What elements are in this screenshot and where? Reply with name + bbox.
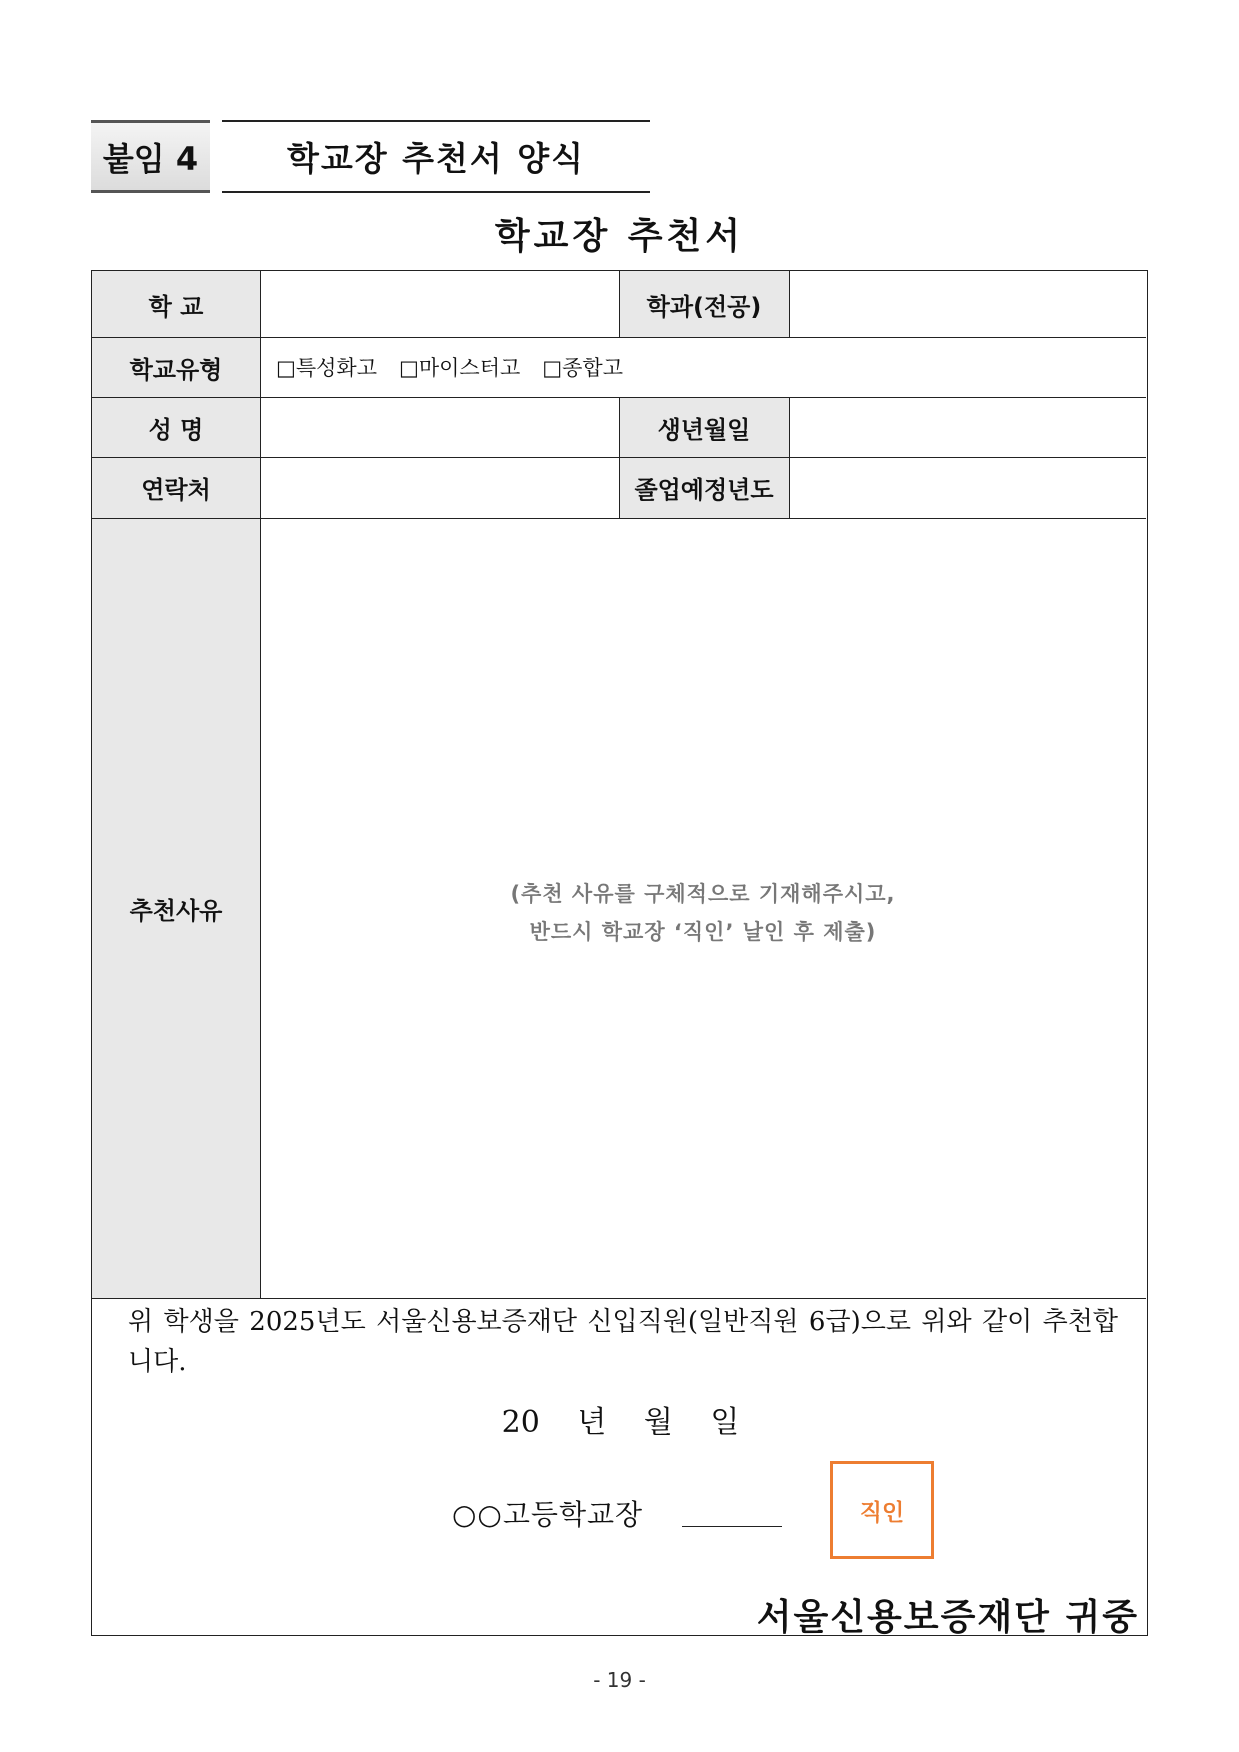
row-divider (92, 1298, 1146, 1299)
school-label: 학 교 (92, 271, 260, 337)
school-type-label: 학교유형 (92, 337, 260, 397)
reason-hint-line-2: 반드시 학교장 ‘직인’ 날인 후 제출) (529, 920, 877, 944)
column-divider (789, 271, 790, 337)
major-label: 학과(전공) (619, 271, 789, 337)
column-divider (619, 397, 620, 518)
checkbox-meister[interactable]: □마이스터고 (399, 356, 521, 380)
name-field[interactable] (260, 397, 619, 457)
column-divider (260, 271, 261, 1298)
seal-label: 직인 (859, 1499, 905, 1526)
date-line: 20 년 월 일 (501, 1405, 740, 1440)
school-field[interactable] (260, 271, 619, 337)
recipient: 서울신용보증재단 귀중 (756, 1597, 1139, 1638)
reason-label: 추천사유 (92, 518, 260, 1298)
document-title: 학교장 추천서 (494, 216, 745, 257)
checkbox-specialized[interactable]: □특성화고 (276, 356, 377, 380)
checkbox-comprehensive[interactable]: □종합고 (542, 356, 623, 380)
name-label: 성 명 (92, 397, 260, 457)
graduation-year-field[interactable] (789, 457, 1146, 518)
column-divider (619, 271, 620, 337)
reason-hint-line-1: (추천 사유를 구체적으로 기재해주시고, (510, 882, 896, 906)
signature-line[interactable] (682, 1526, 782, 1527)
birthdate-label: 생년월일 (619, 397, 789, 457)
reason-hint (260, 875, 1146, 951)
contact-label: 연락처 (92, 457, 260, 518)
attachment-tag: 붙임 4 (91, 120, 210, 193)
recommendation-statement: 위 학생을 2025년도 서울신용보증재단 신입직원(일반직원 6급)으로 위와 같이 추천합니다. (128, 1307, 1118, 1377)
section-heading: 학교장 추천서 양식 (222, 120, 650, 193)
page-number: - 19 - (593, 1668, 646, 1692)
major-field[interactable] (789, 271, 1146, 337)
graduation-year-label: 졸업예정년도 (619, 457, 789, 518)
birthdate-field[interactable] (789, 397, 1146, 457)
column-divider (789, 397, 790, 518)
official-seal-box (830, 1461, 934, 1559)
contact-field[interactable] (260, 457, 619, 518)
row-divider (92, 337, 1146, 338)
school-type-options (260, 337, 1146, 397)
row-divider (92, 518, 1146, 519)
recommendation-form (91, 270, 1148, 1636)
principal-name: ○○고등학교장 (452, 1498, 644, 1531)
